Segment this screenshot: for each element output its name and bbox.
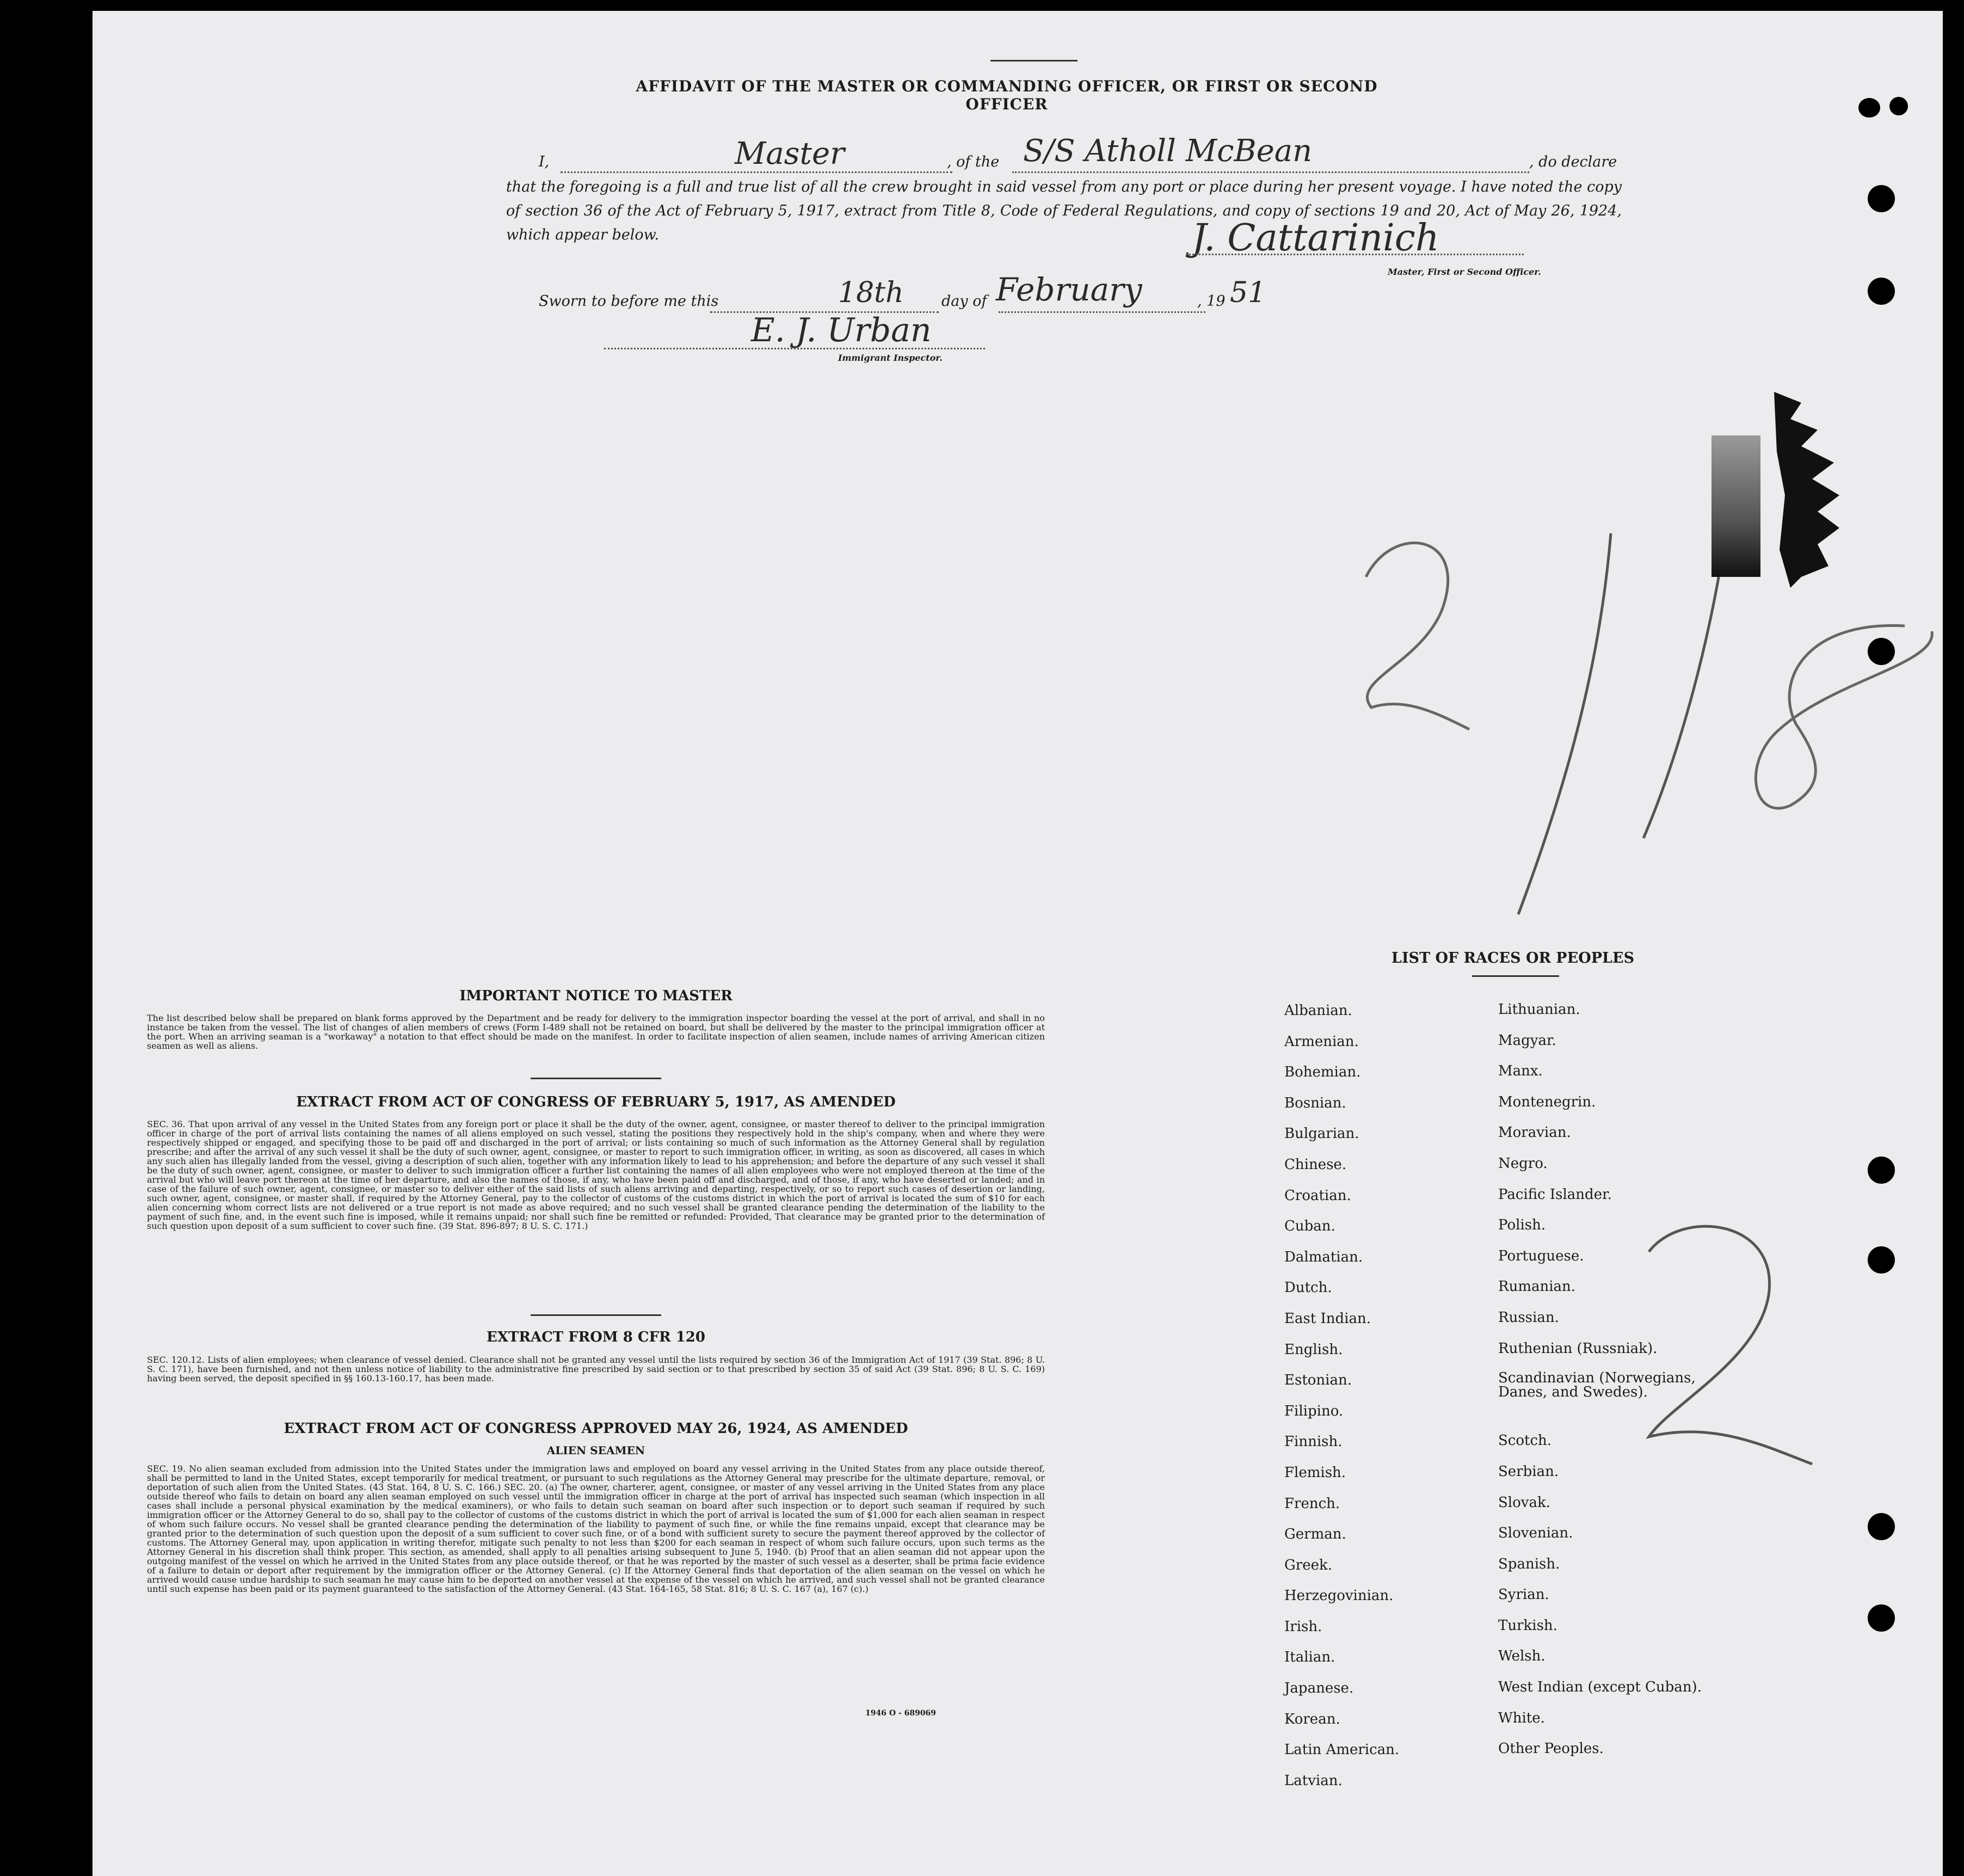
sworn-text: Sworn to before me this	[539, 293, 719, 310]
race-item: Turkish.	[1498, 1617, 1557, 1634]
hole-punch	[1868, 1246, 1895, 1274]
race-item: West Indian (except Cuban).	[1498, 1679, 1702, 1696]
affidavit-of-the: , of the	[947, 153, 1000, 170]
race-item: Armenian.	[1284, 1033, 1359, 1050]
race-item: Latvian.	[1284, 1772, 1343, 1789]
race-item: Greek.	[1284, 1557, 1332, 1573]
handwritten-inspector: E. J. Urban	[751, 311, 932, 349]
race-col2	[1498, 1001, 1727, 1772]
race-item: Korean.	[1284, 1711, 1340, 1727]
handwritten-day: 18th	[838, 276, 904, 309]
hole-punch	[1858, 98, 1880, 118]
race-item: Slovenian.	[1498, 1525, 1573, 1542]
race-item: Other Peoples.	[1498, 1740, 1604, 1757]
race-item: Pacific Islander.	[1498, 1186, 1612, 1203]
handwritten-vessel: S/S Atholl McBean	[1023, 133, 1313, 169]
race-item: Lithuanian.	[1498, 1001, 1580, 1018]
document-page	[93, 11, 1943, 1876]
race-item: Negro.	[1498, 1155, 1548, 1172]
extract-1917-text: SEC. 36. That upon arrival of any vessel in the United States from any foreign port or place it shall be the duty of the owner, agent, consignee, or master thereof to deliver to the principal immigration officer in charge of the port of arrival lists containing the names of all aliens employed on such vessel, stating the positions they respectively hold in the ship's company, when and where they were respectively shipped or engaged, and specifying those to be paid off and discharged in the port of arrival; or lists containing so much of such information as the Attorney General shall by regulation prescribe; and after the arrival of any such vessel it shall be the duty of such owner, agent, consignee, or master to report to such immigration officer, in writing, as soon as discovered, all cases in which any such alien has illegally landed from the vessel, giving a description of such alien, together with any information likely to lead to his apprehension; and before the departure of any such vessel it shall be the duty of such owner, agent, consignee, or master to deliver to such immigration officer a further list containing the names of all alien employees who were not employed thereon at the time of the arrival but who will leave port thereon at the time of her departure, and also the names of those, if any, who have been paid off and discharged, and of those, if any, who have deserted or landed; and in case of the failure of such owner, agent, consignee, or master so to deliver either of the said lists of such aliens arriving and departing, respectively, or so to report such cases of desertion or landing, such owner, agent, consignee, or master shall, if required by the Attorney General, pay to the collector of customs of the customs district in which the port of arrival is located the sum of $10 for each alien concerning whom correct lists are not delivered or a true report is not made as above required; and no such vessel shall be granted clearance pending the determination of the liability to the payment of such fine, and, in the event such fine is imposed, while it remains unpaid; nor shall such fine be remitted or refunded: Provided, That clearance may be granted prior to the determination of such question upon deposit of a sum sufficient to cover such fine. (39 Stat. 896-897; 8 U. S. C. 171.)	[147, 1119, 1045, 1231]
signature-line	[1186, 251, 1524, 255]
race-item: Bosnian.	[1284, 1094, 1346, 1111]
race-item: Welsh.	[1498, 1648, 1546, 1665]
race-item: Chinese.	[1284, 1156, 1347, 1173]
race-item: Dalmatian.	[1284, 1248, 1363, 1265]
notice-text: The list described below shall be prepared on blank forms approved by the Department and be ready for delivery to the immigration inspector boarding the vessel at the port of arrival, and shall in no instance be taken from the vessel. The list of changes of alien members of crews (Form I-489 shall not be retained on board, but shall be delivered by the master to the principal immigration officer at the port. When an arriving seaman is a "workaway" a notation to that effect should be made on the manifest. In order to facilitate inspection of alien seamen, include names of arriving American citizen seamen as well as aliens.	[147, 1013, 1045, 1051]
extract-1924-title: EXTRACT FROM ACT OF CONGRESS APPROVED MAY 26, 1924, AS AMENDED	[284, 1420, 908, 1437]
affidavit-body: that the foregoing is a full and true list of all the crew brought in said vessel from any port or place during her present voyage. I have noted the copy of section 36 of the Act of February 5, 1917, extract from Title 8, Code of Federal Regulations, and copy of sections 19 and 20, Act of May 26, 1924, which appear below.	[506, 179, 1622, 243]
affidavit-title: AFFIDAVIT OF THE MASTER OR COMMANDING OFFICER, OR FIRST OR SECOND OFFICER	[636, 77, 1378, 113]
top-rule	[990, 60, 1078, 61]
notice-title: IMPORTANT NOTICE TO MASTER	[459, 988, 732, 1004]
race-item: Rumanian.	[1498, 1278, 1576, 1295]
cfr-text: SEC. 120.12. Lists of alien employees; when clearance of vessel denied. Clearance shall not be granted any vessel until the lists required by section 36 of the Immigration Act of 1917 (39 Stat. 896; 8 U. S. C. 171), have been furnished, and not then unless notice of liability to the administrative fine prescribed by said section or to that prescribed by section 35 of said Act (39 Stat. 896; 8 U. S. C. 169) having been served, the deposit specified in §§ 160.13-160.17, has been made.	[147, 1355, 1045, 1383]
hole-punch	[1868, 1513, 1895, 1540]
race-item: Irish.	[1284, 1618, 1322, 1635]
inspector-label: Immigrant Inspector.	[838, 353, 943, 363]
race-item: Polish.	[1498, 1217, 1546, 1234]
race-item: Slovak.	[1498, 1494, 1550, 1511]
race-item: Spanish.	[1498, 1555, 1560, 1572]
race-item: English.	[1284, 1341, 1343, 1358]
race-item: Scotch.	[1498, 1432, 1552, 1449]
extract-1917-title: EXTRACT FROM ACT OF CONGRESS OF FEBRUARY 5, 1917, AS AMENDED	[296, 1094, 896, 1110]
race-item: Croatian.	[1284, 1187, 1351, 1204]
race-item: Albanian.	[1284, 1002, 1352, 1019]
race-item: Herzegovinian.	[1284, 1588, 1394, 1604]
hole-punch	[1868, 278, 1895, 305]
cfr-title: EXTRACT FROM 8 CFR 120	[487, 1329, 705, 1345]
race-item: Bulgarian.	[1284, 1125, 1359, 1142]
race-item: Cuban.	[1284, 1218, 1335, 1235]
handwritten-month: February	[996, 271, 1142, 308]
race-item: Moravian.	[1498, 1124, 1571, 1141]
race-item: Manx.	[1498, 1063, 1543, 1080]
divider-1	[531, 1078, 661, 1079]
race-item: Portuguese.	[1498, 1247, 1584, 1264]
race-item: German.	[1284, 1526, 1346, 1543]
race-item: French.	[1284, 1495, 1340, 1512]
races-title: LIST OF RACES OR PEOPLES	[1391, 950, 1635, 967]
hole-punch	[1868, 638, 1895, 665]
signature-label: Master, First or Second Officer.	[1388, 267, 1541, 277]
extract-1924-text: SEC. 19. No alien seaman excluded from admission into the United States under the immigration laws and employed on board any vessel arriving in the United States from any place outside thereof, shall be permitted to land in the United States, except temporarily for medical treatment, or pursuant to such regulations as the Attorney General may prescribe for the ultimate departure, removal, or deportation of such alien from the United States. (43 Stat. 164, 8 U. S. C. 166.) SEC. 20. (a) The owner, charterer, agent, consignee, or master of any vessel arriving in the United States from any place outside thereof who fails to detain on board any alien seaman employed on such vessel until the immigration officer in charge at the port of arrival has inspected such seaman (which inspection in all cases shall include a personal physical examination by the medical examiners), or who fails to detain such seaman on board after such inspection or to deport such seaman if required by such immigration officer or the Attorney General to do so, shall pay to the collector of customs of the customs district in which the port of arrival is located the sum of $1,000 for each alien seaman in respect of whom such failure occurs. No vessel shall be granted clearance pending the determination of the liability to payment of such fine, or while the fine remains unpaid, except that clearance may be granted prior to the determination of such question upon the deposit of a sum sufficient to cover such fine, or of a bond with sufficient surety to secure the payment thereof approved by the collector of customs. The Attorney General may, upon application in writing therefor, mitigate such penalty to not less than $200 for each seaman in respect of whom such failure occurs, upon such terms as the Attorney General in his discretion shall think proper. This section, as amended, shall apply to all penalties arising subsequent to June 5, 1940. (b) Proof that an alien seaman did not appear upon the outgoing manifest of the vessel on which he arrived in the United States from any place outside thereof, or that he was reported by the master of such vessel as a deserter, shall be prima facie evidence of a failure to detain or deport after requirement by the immigration officer or the Attorney General. (c) If the Attorney General finds that deportation of the alien seaman on the vessel on which he arrived would cause undue hardship to such seaman he may cause him to be deported on another vessel at the expense of the vessel on which he arrived, and such vessel shall not be granted clearance until such expense has been paid or its payment guaranteed to the satisfaction of the Attorney General. (43 Stat. 164-165, 58 Stat. 816; 8 U. S. C. 167 (a), 167 (c).)	[147, 1463, 1045, 1594]
day-line	[710, 295, 939, 313]
print-code: 1946 O - 689069	[865, 1709, 937, 1718]
race-item: Syrian.	[1498, 1586, 1549, 1603]
race-item: Estonian.	[1284, 1372, 1352, 1389]
race-item: Scandinavian (Norwegians, Danes, and Swedes).	[1498, 1370, 1696, 1401]
handwritten-year: 51	[1230, 276, 1266, 309]
race-item: Filipino.	[1284, 1403, 1344, 1419]
inspector-line	[604, 346, 985, 349]
race-item: Flemish.	[1284, 1464, 1346, 1481]
race-item: Montenegrin.	[1498, 1093, 1596, 1110]
year-prefix: , 19	[1197, 293, 1226, 310]
day-of-text: day of	[941, 293, 987, 310]
seal-fragment	[1711, 435, 1760, 577]
hole-punch	[1868, 1604, 1895, 1632]
handwritten-master-signature: J. Cattarinich	[1192, 217, 1439, 260]
hole-punch	[1868, 1157, 1895, 1184]
race-col1	[1284, 1002, 1399, 1803]
race-item: Italian.	[1284, 1649, 1335, 1666]
race-item: East Indian.	[1284, 1310, 1371, 1327]
races-rule	[1472, 975, 1559, 977]
race-item: Russian.	[1498, 1309, 1559, 1326]
race-item: White.	[1498, 1709, 1545, 1726]
race-item: Ruthenian (Russniak).	[1498, 1340, 1658, 1357]
race-item: Dutch.	[1284, 1280, 1332, 1296]
race-item: Finnish.	[1284, 1434, 1343, 1450]
handwritten-rank: Master	[735, 136, 845, 171]
race-item: Magyar.	[1498, 1032, 1556, 1049]
race-item: Bohemian.	[1284, 1064, 1361, 1081]
extract-1924-subtitle: ALIEN SEAMEN	[546, 1444, 645, 1457]
torn-seal	[1769, 386, 1845, 593]
hole-punch	[1868, 185, 1895, 212]
race-item: Latin American.	[1284, 1742, 1400, 1758]
affidavit-do-declare: , do declare	[1529, 153, 1617, 170]
affidavit-i: I,	[539, 153, 550, 170]
race-item: Serbian.	[1498, 1463, 1559, 1480]
race-item: Japanese.	[1284, 1680, 1354, 1697]
hole-punch	[1889, 97, 1908, 115]
divider-2	[531, 1314, 661, 1316]
